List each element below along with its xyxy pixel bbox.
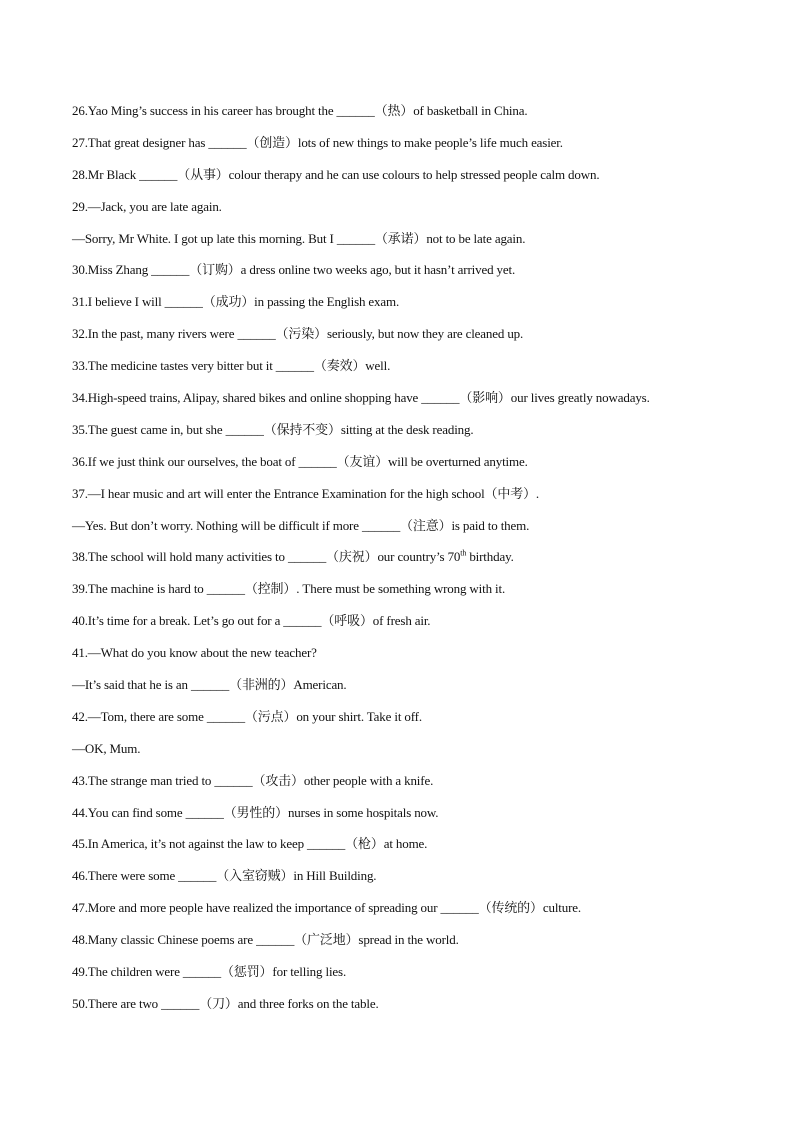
question-31: 31.I believe I will ______（成功）in passing the English exam. [72, 294, 400, 310]
question-48: 48.Many classic Chinese poems are ______（广泛地）spread in the world. [72, 932, 459, 948]
question-29: 29.—Jack, you are late again. [72, 198, 222, 214]
question-47: 47.More and more people have realized the importance of spreading our ______（传统的）culture. [72, 900, 582, 916]
question-33: 33.The medicine tastes very bitter but it ______（奏效）well. [72, 358, 391, 374]
question-35: 35.The guest came in, but she ______（保持不变）sitting at the desk reading. [72, 421, 474, 437]
question-43: 43.The strange man tried to ______（攻击）other people with a knife. [72, 772, 434, 788]
superscript-th: th [460, 549, 467, 559]
question-49: 49.The children were ______（惩罚）for telling lies. [72, 964, 347, 980]
question-42-reply: —OK, Mum. [72, 740, 141, 756]
question-45: 45.In America, it’s not against the law to keep ______（枪）at home. [72, 836, 428, 852]
question-41-reply: —It’s said that he is an ______（非洲的）American. [72, 677, 347, 693]
question-40: 40.It’s time for a break. Let’s go out for a ______（呼吸）of fresh air. [72, 613, 431, 629]
question-37: 37.—I hear music and art will enter the Entrance Examination for the high school（中考）. [72, 485, 540, 501]
question-44: 44.You can find some ______（男性的）nurses in some hospitals now. [72, 804, 439, 820]
question-50: 50.There are two ______（刀）and three forks on the table. [72, 995, 379, 1011]
question-46: 46.There were some ______（入室窃贼）in Hill Building. [72, 868, 377, 884]
question-38-text: 38.The school will hold many activities to ______（庆祝）our country’s 70 [72, 549, 461, 565]
question-list [72, 101, 772, 1026]
question-38-tail: birthday. [466, 549, 514, 565]
question-41: 41.—What do you know about the new teacher? [72, 645, 317, 661]
question-38 [72, 547, 772, 579]
question-39: 39.The machine is hard to ______（控制）. There must be something wrong with it. [72, 581, 506, 597]
question-28: 28.Mr Black ______（从事）colour therapy and he can use colours to help stressed people calm down. [72, 166, 600, 182]
question-29-reply: —Sorry, Mr White. I got up late this morning. But I ______（承诺）not to be late again. [72, 230, 526, 246]
question-27: 27.That great designer has ______（创造）lots of new things to make people’s life much easier. [72, 134, 563, 150]
question-37-reply: —Yes. But don’t worry. Nothing will be difficult if more ______（注意）is paid to them. [72, 517, 530, 533]
question-32: 32.In the past, many rivers were ______（污染）seriously, but now they are cleaned up. [72, 326, 524, 342]
question-42: 42.—Tom, there are some ______（污点）on your shirt. Take it off. [72, 708, 422, 724]
question-26: 26.Yao Ming’s success in his career has brought the ______（热）of basketball in China. [72, 103, 528, 118]
question-30: 30.Miss Zhang ______（订购）a dress online two weeks ago, but it hasn’t arrived yet. [72, 262, 516, 278]
question-34: 34.High-speed trains, Alipay, shared bikes and online shopping have ______（影响）our lives greatly nowadays. [72, 390, 650, 406]
question-36: 36.If we just think our ourselves, the boat of ______（友谊）will be overturned anytime. [72, 453, 528, 469]
